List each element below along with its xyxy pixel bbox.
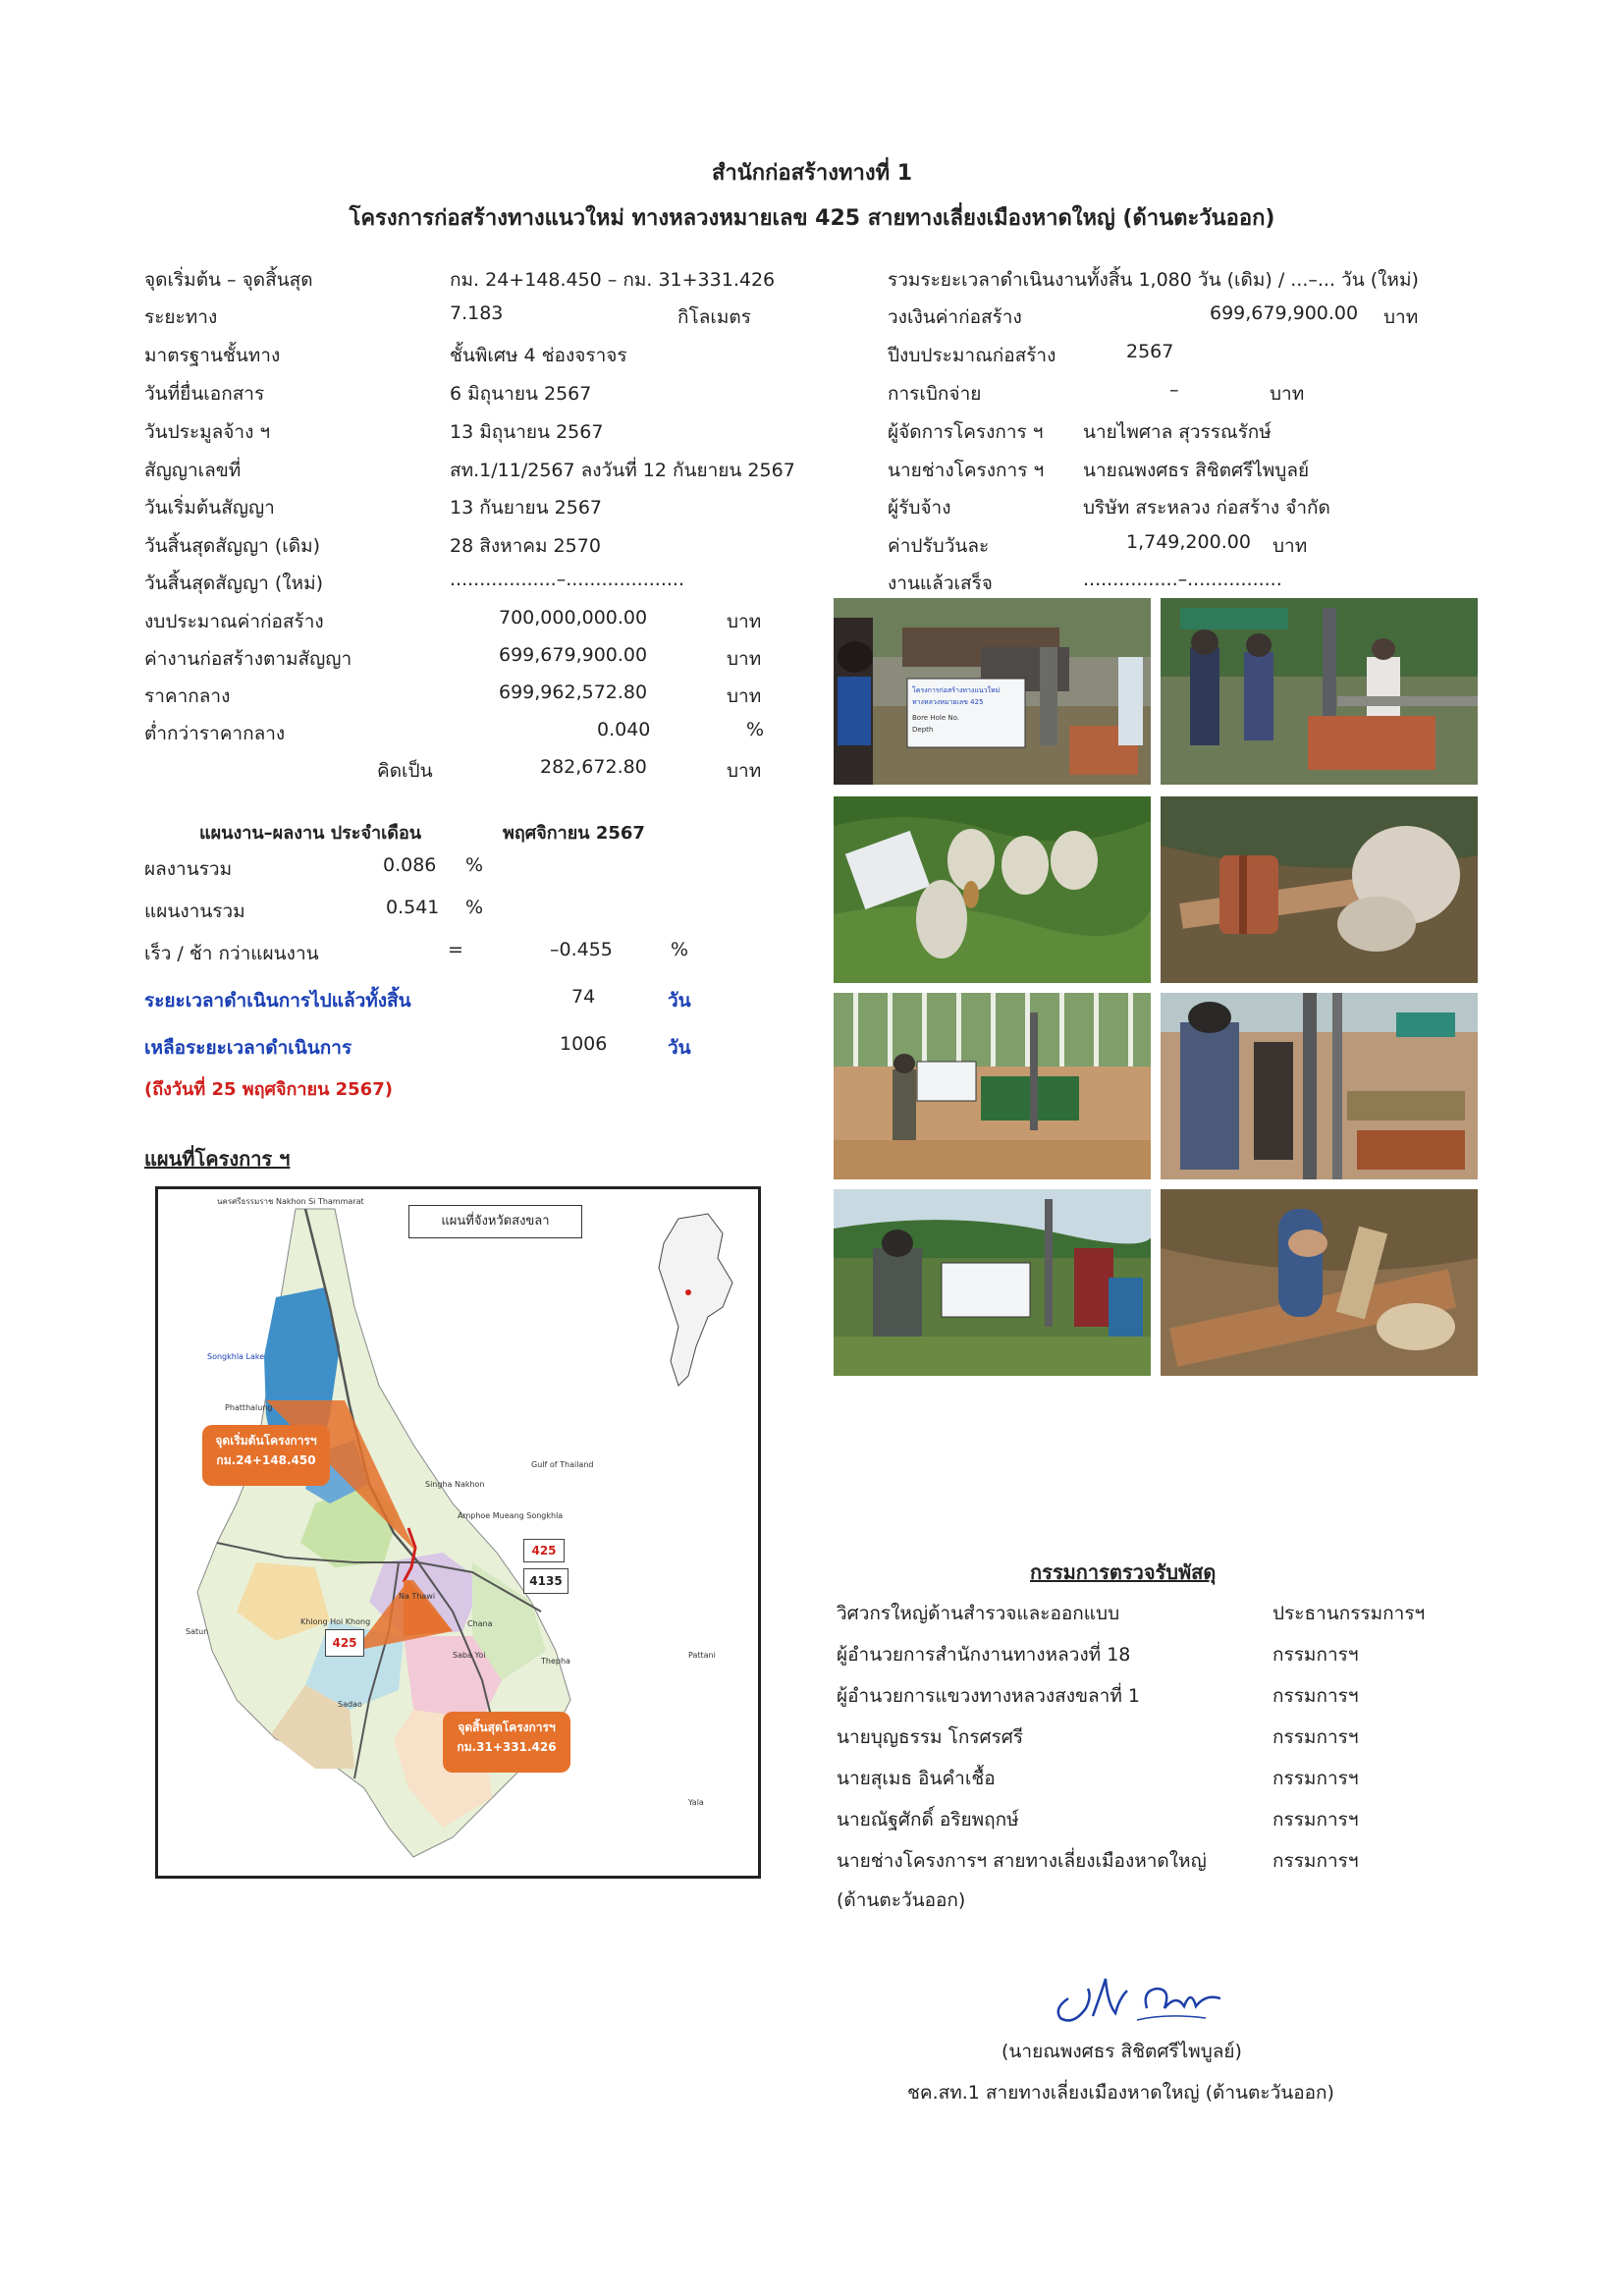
photo-sign-text: Depth	[912, 726, 934, 734]
handwritten-signature	[1049, 1969, 1235, 2033]
money-unit: บาท	[727, 611, 762, 632]
rinfo-unit: บาท	[1383, 306, 1419, 328]
elapsed-label: ระยะเวลาดำเนินการไปแล้วทั้งสิ้น	[144, 990, 411, 1011]
end-point-callout	[443, 1712, 570, 1773]
map-graphic	[158, 1189, 758, 1876]
money-label: ต่ำกว่าราคากลาง	[144, 723, 286, 744]
money-unit: บาท	[727, 760, 762, 782]
place-label: Songkhla Lake	[207, 1352, 265, 1361]
info-label: สัญญาเลขที่	[144, 460, 242, 481]
rinfo-label: งานแล้วเสร็จ	[888, 573, 993, 594]
info-value: 6 มิถุนายน 2567	[450, 383, 592, 405]
rinfo-label: ผู้รับจ้าง	[888, 497, 951, 519]
diff-value: –0.455	[550, 939, 613, 960]
progress-month: พฤศจิกายน 2567	[503, 823, 645, 844]
plan-value: 0.541	[386, 897, 440, 918]
money-label: ค่างานก่อสร้างตามสัญญา	[144, 648, 352, 670]
place-label: Gulf of Thailand	[531, 1460, 594, 1469]
site-photo-6-image	[1161, 993, 1478, 1179]
money-label: งบประมาณค่าก่อสร้าง	[144, 611, 324, 632]
site-photo-8-image	[1161, 1189, 1478, 1376]
info-label: วันเริ่มต้นสัญญา	[144, 497, 275, 519]
end-km: กม.31+331.426	[457, 1740, 557, 1754]
rinfo-value: นายไพศาล สุวรรณรักษ์	[1083, 421, 1272, 443]
site-photo-2-image	[1161, 598, 1478, 785]
info-label: วันที่ยื่นเอกสาร	[144, 383, 265, 405]
place-label: Chana	[467, 1619, 493, 1628]
committee-member: นายณัฐศักดิ์ อริยพฤกษ์	[837, 1809, 1019, 1831]
place-label: Sadao	[338, 1700, 362, 1709]
money-value: 282,672.80	[540, 756, 647, 778]
money-label: คิดเป็น	[377, 760, 433, 782]
asof-date: (ถึงวันที่ 25 พฤศจิกายน 2567)	[144, 1079, 393, 1100]
committee-member: วิศวกรใหญ่ด้านสำรวจและออกแบบ	[837, 1603, 1120, 1624]
place-label: Yala	[688, 1798, 704, 1807]
info-value: 7.183	[450, 302, 504, 324]
committee-role: กรรมการฯ	[1272, 1685, 1359, 1707]
site-photo-7-image	[834, 1189, 1151, 1376]
committee-member: นายสุเมธ อินคำเชื้อ	[837, 1768, 996, 1789]
money-value: 699,679,900.00	[499, 644, 648, 666]
place-label: Saba Yoi	[453, 1651, 486, 1660]
site-photo-5	[834, 993, 1151, 1179]
info-label: วันสิ้นสุดสัญญา (ใหม่)	[144, 573, 324, 594]
info-value: ชั้นพิเศษ 4 ช่องจราจร	[450, 345, 627, 366]
place-label: Khlong Hoi Khong	[300, 1617, 371, 1626]
place-label: Na Thawi	[399, 1592, 436, 1601]
route-4135-box: 4135	[523, 1568, 568, 1594]
money-unit: บาท	[727, 685, 762, 707]
site-photo-1	[834, 598, 1151, 785]
info-value: สท.1/11/2567 ลงวันที่ 12 กันยายน 2567	[450, 460, 795, 481]
signer-position: ชค.สท.1 สายทางเลี่ยงเมืองหาดใหญ่ (ด้านตะวันออก)	[907, 2082, 1334, 2104]
project-map	[155, 1186, 761, 1879]
committee-role: กรรมการฯ	[1272, 1809, 1359, 1831]
committee-member: นายช่างโครงการฯ สายทางเลี่ยงเมืองหาดใหญ่	[837, 1850, 1207, 1872]
info-value: กม. 24+148.450 – กม. 31+331.426	[450, 269, 776, 291]
committee-role: กรรมการฯ	[1272, 1768, 1359, 1789]
diff-label: เร็ว / ช้า กว่าแผนงาน	[144, 943, 319, 964]
rinfo-label: วงเงินค่าก่อสร้าง	[888, 306, 1022, 328]
place-label: Satun	[186, 1627, 209, 1636]
committee-heading: กรรมการตรวจรับพัสดุ	[1030, 1560, 1217, 1584]
info-value: 13 มิถุนายน 2567	[450, 421, 604, 443]
site-photo-3	[834, 796, 1151, 983]
committee-role: กรรมการฯ	[1272, 1726, 1359, 1748]
site-photo-4	[1161, 796, 1478, 983]
place-label: นครศรีธรรมราช Nakhon Si Thammarat	[217, 1197, 364, 1206]
site-photo-8	[1161, 1189, 1478, 1376]
map-province-label: แผนที่จังหวัดสงขลา	[408, 1205, 582, 1238]
money-value: 0.040	[597, 719, 651, 740]
rinfo-unit: บาท	[1272, 535, 1308, 557]
route-425-box: 425	[523, 1539, 565, 1562]
office-title: สำนักก่อสร้างทางที่ 1	[711, 161, 913, 186]
place-label: Pattani	[688, 1651, 716, 1660]
start-km: กม.24+148.450	[216, 1453, 316, 1467]
rinfo-value: 1,749,200.00	[1126, 531, 1251, 553]
site-photo-3-image	[834, 796, 1151, 983]
rinfo-unit: บาท	[1270, 383, 1305, 405]
rinfo-label: นายช่างโครงการ ฯ	[888, 460, 1045, 481]
committee-role: กรรมการฯ	[1272, 1644, 1359, 1666]
place-label: Amphoe Mueang Songkhla	[458, 1511, 564, 1520]
site-photo-2	[1161, 598, 1478, 785]
elapsed-value: 74	[571, 986, 596, 1008]
plan-unit: %	[465, 897, 484, 918]
photo-sign-text: ทางหลวงหมายเลข 425	[912, 698, 984, 706]
route-425-box-south: 425	[325, 1629, 364, 1657]
remain-value: 1006	[560, 1033, 608, 1055]
site-photo-1-image	[834, 598, 1151, 785]
remain-label: เหลือระยะเวลาดำเนินการ	[144, 1037, 352, 1059]
place-label: Singha Nakhon	[425, 1480, 485, 1489]
result-value: 0.086	[383, 854, 437, 876]
elapsed-unit: วัน	[668, 990, 691, 1011]
place-label: Thepha	[541, 1657, 570, 1666]
end-title: จุดสิ้นสุดโครงการฯ	[458, 1721, 556, 1734]
site-photo-6	[1161, 993, 1478, 1179]
start-title: จุดเริ่มต้นโครงการฯ	[215, 1434, 317, 1448]
money-unit: %	[746, 719, 765, 740]
committee-role: ประธานกรรมการฯ	[1272, 1603, 1426, 1624]
rinfo-value: –	[1169, 379, 1179, 401]
project-title: โครงการก่อสร้างทางแนวใหม่ ทางหลวงหมายเลข 425 สายทางเลี่ยงเมืองหาดใหญ่ (ด้านตะวันออก)	[349, 206, 1275, 231]
rinfo-value: ................–................	[1083, 569, 1282, 590]
info-label: วันประมูลจ้าง ฯ	[144, 421, 271, 443]
map-heading: แผนที่โครงการ ฯ	[144, 1147, 291, 1171]
info-value: 28 สิงหาคม 2570	[450, 535, 601, 557]
info-value: ..................–....................	[450, 569, 685, 590]
info-label: จุดเริ่มต้น – จุดสิ้นสุด	[144, 269, 313, 291]
plan-label: แผนงานรวม	[144, 901, 245, 922]
signer-name: (นายณพงศธร สิชิตศรีไพบูลย์)	[1001, 2041, 1242, 2062]
rinfo-value: นายณพงศธร สิชิตศรีไพบูลย์	[1083, 460, 1310, 481]
rinfo-label: ปีงบประมาณก่อสร้าง	[888, 345, 1056, 366]
money-label: ราคากลาง	[144, 685, 231, 707]
rinfo-value: 2567	[1126, 341, 1174, 362]
committee-member: นายบุญธรรม โกรศรศรี	[837, 1726, 1024, 1748]
info-label: วันสิ้นสุดสัญญา (เดิม)	[144, 535, 321, 557]
money-value: 700,000,000.00	[499, 607, 648, 629]
diff-eq: =	[448, 939, 463, 960]
rinfo-label: ค่าปรับวันละ	[888, 535, 990, 557]
progress-heading: แผนงาน–ผลงาน ประจำเดือน	[199, 823, 422, 844]
rinfo-label: การเบิกจ่าย	[888, 383, 982, 405]
info-unit: กิโลเมตร	[677, 306, 751, 328]
place-label: Phatthalung	[225, 1403, 273, 1412]
info-value: 13 กันยายน 2567	[450, 497, 603, 519]
info-label: ระยะทาง	[144, 306, 218, 328]
rinfo-value: บริษัท สระหลวง ก่อสร้าง จำกัด	[1083, 497, 1330, 519]
committee-role: กรรมการฯ	[1272, 1850, 1359, 1872]
photo-sign-text: Bore Hole No.	[912, 714, 959, 722]
committee-member: ผู้อำนวยการสำนักงานทางหลวงที่ 18	[837, 1644, 1131, 1666]
diff-unit: %	[671, 939, 689, 960]
money-value: 699,962,572.80	[499, 682, 648, 703]
photo-sign-text: โครงการก่อสร้างทางแนวใหม่	[912, 686, 1001, 694]
site-photo-4-image	[1161, 796, 1478, 983]
info-label: มาตรฐานชั้นทาง	[144, 345, 281, 366]
rinfo-label: ผู้จัดการโครงการ ฯ	[888, 421, 1044, 443]
site-photo-5-image	[834, 993, 1151, 1179]
rinfo-value: 699,679,900.00	[1210, 302, 1359, 324]
site-photo-7	[834, 1189, 1151, 1376]
start-point-callout	[202, 1425, 330, 1486]
result-label: ผลงานรวม	[144, 858, 233, 880]
duration-line: รวมระยะเวลาดำเนินงานทั้งสิ้น 1,080 วัน (เดิม) / ...–... วัน (ใหม่)	[888, 269, 1419, 291]
committee-member-cont: (ด้านตะวันออก)	[837, 1889, 966, 1911]
committee-member: ผู้อำนวยการแขวงทางหลวงสงขลาที่ 1	[837, 1685, 1140, 1707]
money-unit: บาท	[727, 648, 762, 670]
remain-unit: วัน	[668, 1037, 691, 1059]
result-unit: %	[465, 854, 484, 876]
